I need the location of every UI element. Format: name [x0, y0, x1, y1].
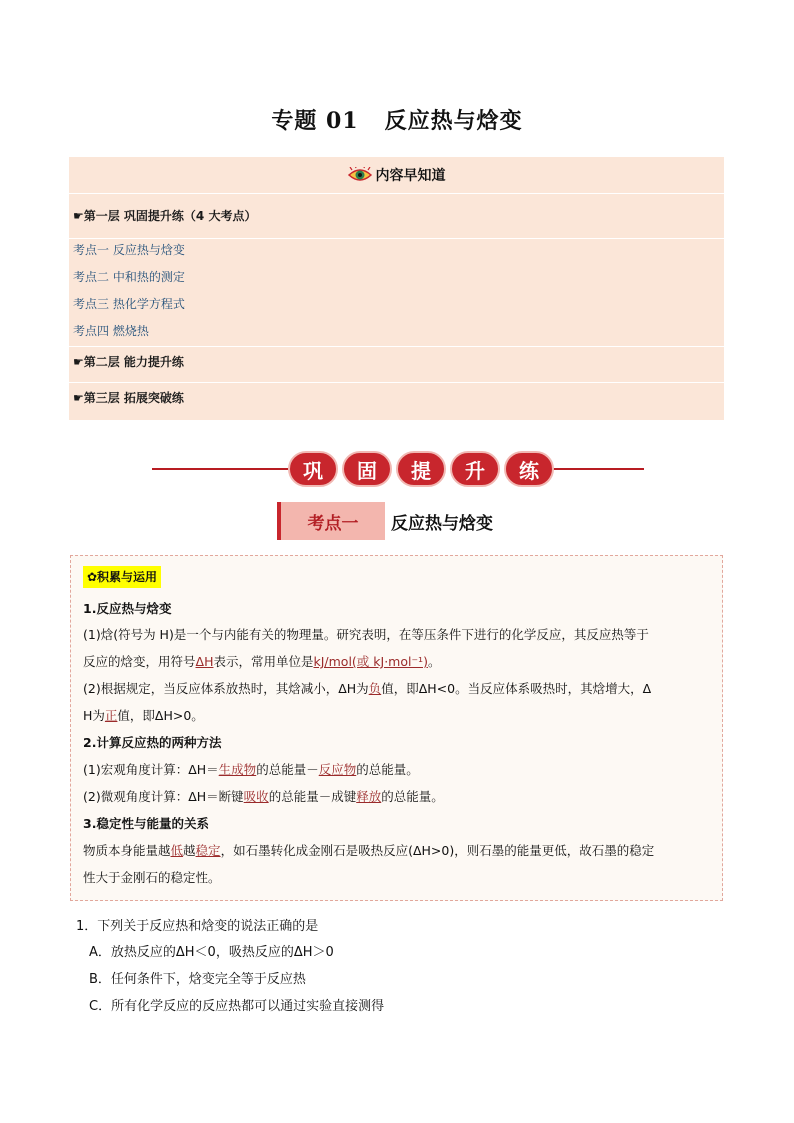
- knowledge-line: (1)宏观角度计算：ΔH＝生成物的总能量－反应物的总能量。: [83, 762, 419, 777]
- title-number: 专题 01: [271, 108, 359, 134]
- question-option-a[interactable]: A．放热反应的ΔH＜0，吸热反应的ΔH＞0: [89, 945, 334, 960]
- banner-char: 升: [450, 451, 500, 487]
- knowledge-tag: ✿积累与运用: [83, 566, 161, 588]
- knowledge-line: (2)根据规定，当反应体系放热时，其焓减小，ΔH为负值，即ΔH<0。当反应体系吸热时，其焓增大，Δ: [83, 681, 652, 696]
- question-option-b[interactable]: B．任何条件下，焓变完全等于反应热: [89, 972, 306, 987]
- banner-char: 固: [342, 451, 392, 487]
- knowledge-heading-1: 1.反应热与焓变: [83, 601, 172, 616]
- knowledge-heading-2: 2.计算反应热的两种方法: [83, 735, 222, 750]
- knowledge-line: (2)微观角度计算：ΔH＝断键吸收的总能量－成键释放的总能量。: [83, 789, 444, 804]
- banner-char: 提: [396, 451, 446, 487]
- banner-line-left: [152, 468, 288, 470]
- toc-box: 内容早知道 ☛第一层 巩固提升练（4 大考点） 考点一 反应热与焓变 考点二 中和热的测定 考点三 热化学方程式 考点四 燃烧热 ☛第二层 能力提升练 ☛第三层 拓展突破练: [69, 157, 724, 420]
- knowledge-line: 反应的焓变，用符号ΔH表示，常用单位是kJ/mol(或 kJ·mol⁻¹)。: [83, 654, 441, 669]
- section-banner: [288, 451, 554, 487]
- knowledge-line: (1)焓(符号为 H)是一个与内能有关的物理量。研究表明，在等压条件下进行的化学反应，其反应热等于: [83, 627, 649, 642]
- banner-char: 巩: [288, 451, 338, 487]
- question-option-c[interactable]: C．所有化学反应的反应热都可以通过实验直接测得: [89, 999, 385, 1014]
- banner-char: 练: [504, 451, 554, 487]
- knowledge-line: 性大于金刚石的稳定性。: [83, 870, 221, 885]
- knowledge-heading-3: 3.稳定性与能量的关系: [83, 816, 209, 831]
- toc-heading: 内容早知道: [69, 157, 724, 194]
- page-title: [0, 104, 794, 135]
- question-stem: 1．下列关于反应热和焓变的说法正确的是: [76, 919, 319, 934]
- section-name: 反应热与焓变: [391, 513, 493, 534]
- eye-icon: [348, 167, 372, 183]
- section-tag: 考点一: [277, 502, 385, 540]
- knowledge-line: 物质本身能量越低越稳定，如石墨转化成金刚石是吸热反应(ΔH>0)，则石墨的能量更低，故石墨的稳定: [83, 843, 655, 858]
- knowledge-line: H为正值，即ΔH>0。: [83, 708, 204, 723]
- section-heading: [277, 502, 493, 540]
- knowledge-box: [70, 555, 723, 901]
- title-text: 反应热与焓变: [384, 108, 523, 134]
